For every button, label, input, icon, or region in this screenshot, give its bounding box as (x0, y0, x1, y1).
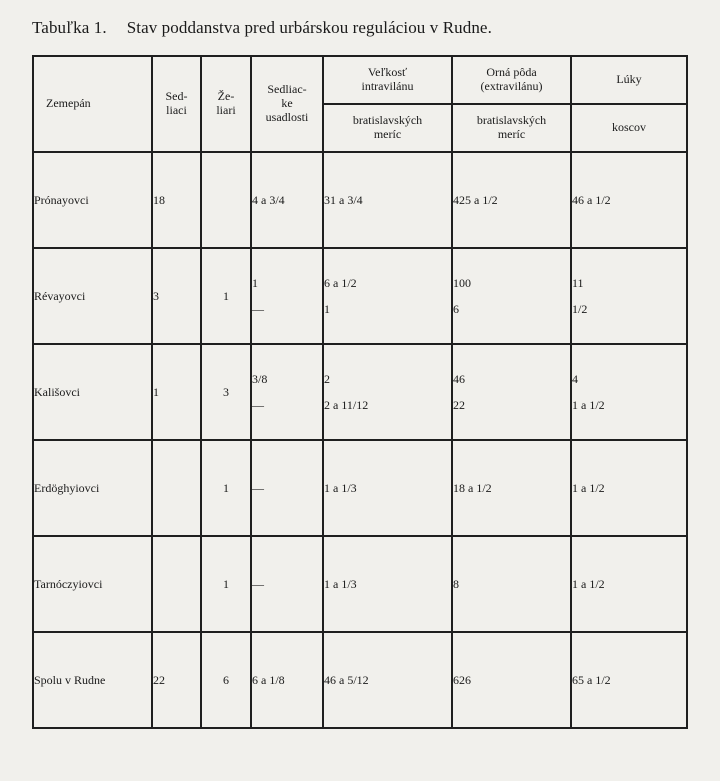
cell-value: — (252, 398, 264, 412)
cell-luky (571, 536, 687, 632)
cell-value: Prónayovci (34, 193, 89, 207)
cell-orna-poda (452, 440, 571, 536)
cell-value: 1 (153, 385, 159, 399)
cell-luky (571, 440, 687, 536)
table-row (33, 344, 687, 440)
cell-value: 1 (223, 577, 229, 591)
table-row (33, 632, 687, 728)
cell-usadlosti (251, 632, 323, 728)
cell-sedliaci (152, 440, 201, 536)
cell-value: — (252, 481, 264, 495)
cell-orna-poda (452, 152, 571, 248)
cell-value: Erdöghyiovci (34, 481, 100, 495)
cell-sedliaci (152, 152, 201, 248)
header-intravilan-unit: bratislavských meríc (323, 104, 452, 152)
cell-usadlosti (251, 152, 323, 248)
caption-label: Tabuľka 1. (32, 18, 107, 37)
table-caption (32, 18, 492, 38)
cell-zeliari (201, 536, 251, 632)
cell-luky (571, 344, 687, 440)
cell-value: 1 a 1/3 (324, 481, 357, 495)
cell-zemepan (33, 344, 152, 440)
cell-value: 2 a 11/12 (324, 398, 369, 412)
header-luky-unit: koscov (571, 104, 687, 152)
cell-intravilan (323, 632, 452, 728)
cell-value: 3 (153, 289, 159, 303)
cell-value: 3/8 (252, 372, 268, 386)
cell-zemepan (33, 632, 152, 728)
cell-intravilan (323, 152, 452, 248)
cell-value: 1 (223, 289, 229, 303)
cell-value: 1 a 1/3 (324, 577, 357, 591)
cell-value: 1 a 1/2 (572, 481, 605, 495)
table-row (33, 248, 687, 344)
cell-value: 11 (572, 276, 584, 290)
cell-value: 18 (153, 193, 165, 207)
table-row (33, 536, 687, 632)
header-orna-unit: bratislavských meríc (452, 104, 571, 152)
cell-value: Tarnóczyiovci (34, 577, 103, 591)
cell-usadlosti (251, 440, 323, 536)
header-row (33, 56, 687, 104)
cell-usadlosti (251, 248, 323, 344)
cell-value: 1 a 1/2 (572, 577, 605, 591)
header-usadlosti: Sedliac- ke usadlosti (251, 56, 323, 152)
cell-value: 46 a 1/2 (572, 193, 611, 207)
cell-sedliaci (152, 248, 201, 344)
cell-value: 22 (153, 673, 165, 687)
cell-value: 6 a 1/8 (252, 673, 285, 687)
cell-value: 1 a 1/2 (572, 398, 605, 412)
cell-zeliari (201, 344, 251, 440)
cell-value: 22 (453, 398, 465, 412)
cell-orna-poda (452, 536, 571, 632)
serfdom-table (32, 55, 688, 729)
cell-orna-poda (452, 248, 571, 344)
cell-value: 4 a 3/4 (252, 193, 285, 207)
cell-intravilan (323, 248, 452, 344)
table-body (33, 152, 687, 728)
cell-luky (571, 632, 687, 728)
cell-value: 1 (223, 481, 229, 495)
cell-value: Kališovci (34, 385, 80, 399)
cell-value: — (252, 577, 264, 591)
header-sedliaci: Sed- liaci (152, 56, 201, 152)
cell-intravilan (323, 440, 452, 536)
cell-value: 425 a 1/2 (453, 193, 498, 207)
header-luky: Lúky (571, 56, 687, 104)
cell-value: 626 (453, 673, 471, 687)
cell-zeliari (201, 248, 251, 344)
cell-sedliaci (152, 536, 201, 632)
header-orna-poda: Orná pôda (extravilánu) (452, 56, 571, 104)
cell-sedliaci (152, 344, 201, 440)
table-row (33, 440, 687, 536)
header-zeliari: Že- liari (201, 56, 251, 152)
cell-intravilan (323, 344, 452, 440)
cell-value: Révayovci (34, 289, 86, 303)
cell-intravilan (323, 536, 452, 632)
cell-orna-poda (452, 344, 571, 440)
cell-value: 6 (223, 673, 229, 687)
cell-orna-poda (452, 632, 571, 728)
cell-value: 18 a 1/2 (453, 481, 492, 495)
cell-zeliari (201, 632, 251, 728)
cell-value: 100 (453, 276, 471, 290)
cell-value: 1/2 (572, 302, 588, 316)
cell-value: 1 (252, 276, 258, 290)
cell-usadlosti (251, 344, 323, 440)
cell-usadlosti (251, 536, 323, 632)
cell-value: 6 a 1/2 (324, 276, 357, 290)
cell-value: 2 (324, 372, 330, 386)
cell-zeliari (201, 440, 251, 536)
cell-value: Spolu v Rudne (34, 673, 106, 687)
cell-zeliari (201, 152, 251, 248)
header-intravilan: Veľkosť intravilánu (323, 56, 452, 104)
cell-value: 46 a 5/12 (324, 673, 369, 687)
cell-value: 1 (324, 302, 330, 316)
cell-zemepan (33, 440, 152, 536)
cell-value: 3 (223, 385, 229, 399)
table-row (33, 152, 687, 248)
cell-value: 46 (453, 372, 465, 386)
cell-value: — (252, 302, 264, 316)
cell-value: 31 a 3/4 (324, 193, 363, 207)
header-zemepan: Zemepán (33, 56, 152, 152)
cell-sedliaci (152, 632, 201, 728)
cell-zemepan (33, 152, 152, 248)
cell-zemepan (33, 536, 152, 632)
cell-luky (571, 152, 687, 248)
cell-value: 8 (453, 577, 459, 591)
cell-value: 6 (453, 302, 459, 316)
cell-value: 65 a 1/2 (572, 673, 611, 687)
cell-zemepan (33, 248, 152, 344)
caption-title: Stav poddanstva pred urbárskou reguláciou v Rudne. (126, 18, 492, 37)
cell-luky (571, 248, 687, 344)
cell-value: 4 (572, 372, 578, 386)
